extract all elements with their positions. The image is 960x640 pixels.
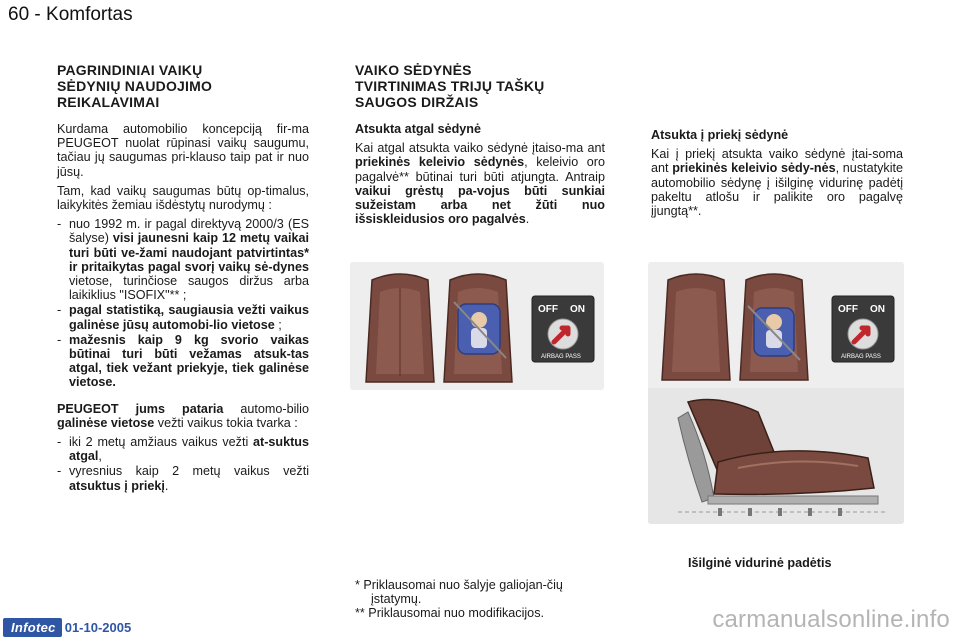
illustration-caption: Išilginė vidurinė padėtis xyxy=(688,556,832,570)
paragraph: Tam, kad vaikų saugumas būtų op-timalus, laikykitės žemiau išdėstytų nurodymų : xyxy=(57,183,309,213)
rear-facing-seat-illustration xyxy=(350,262,604,390)
footnotes xyxy=(355,578,607,621)
list-item: - iki 2 metų amžiaus vaikus vežti at-suktus atgal, xyxy=(57,435,309,463)
airbag-on-label: ON xyxy=(570,304,585,315)
paragraph: Kai atgal atsukta vaiko sėdynė įtaiso-ma ant priekinės keleivio sėdynės, keleivio oro pagalvė** būtinai turi būti atjungta. Antraip vaikui grėstų pa-vojus būti sunkiai sužeistam arba net žūti nuo išsiskleidusios oro pagalvės. xyxy=(355,141,605,227)
airbag-switch-panel xyxy=(832,296,894,362)
airbag-off-label: OFF xyxy=(838,304,858,315)
page-header: 60 - Komfortas xyxy=(8,4,133,25)
column-forward-facing xyxy=(651,128,903,223)
column-three-point-belt xyxy=(355,62,605,231)
footnote: * Priklausomai nuo šalyje galiojan-čių įstatymų. xyxy=(355,578,563,607)
footer-date: 01-10-2005 xyxy=(64,619,132,635)
rear-facing-body xyxy=(355,122,605,226)
airbag-pass-label: AIRBAG PASS xyxy=(841,354,881,360)
driver-seat-image xyxy=(366,274,434,382)
airbag-off-label: OFF xyxy=(538,304,558,315)
airbag-pass-label: AIRBAG PASS xyxy=(541,354,581,360)
subheading-rear-facing: Atsukta atgal sėdynė xyxy=(355,122,481,136)
paragraph: PEUGEOT jums pataria automo-bilio galinėse vietose vežti vaikus tokia tvarka : xyxy=(57,401,309,430)
requirements-body xyxy=(57,122,309,493)
child-seat-image xyxy=(454,302,506,358)
section-heading-belt: VAIKO SĖDYNĖS TVIRTINIMAS TRIJŲ TAŠKŲ SAUGOS DIRŽAIS xyxy=(355,62,545,110)
list-item: - mažesnis kaip 9 kg svorio vaikas būtinai turi būti vežamas atsuk-tas atgal, tiek vežant priekyje, tiek galinėse vietose. xyxy=(57,333,309,390)
footnote: ** Priklausomai nuo modifikacijos. xyxy=(355,606,544,621)
list-item: - nuo 1992 m. ir pagal direktyvą 2000/3 (ES šalyse) visi jaunesni kaip 12 metų vaikai turi būti ve-žami naudojant patvirtintas* ir pritaikytas pagal svorį vaikų sė-dynes vietose, turinčiose saugos diržus arba laikiklius "ISOFIX"** ; xyxy=(57,217,309,302)
list-item: - vyresnius kaip 2 metų vaikus vežti atsuktus į priekį. xyxy=(57,464,309,492)
seat-side-view-image xyxy=(648,388,904,524)
child-seat-image xyxy=(748,306,800,360)
airbag-on-label: ON xyxy=(870,304,885,315)
paragraph: Kurdama automobilio koncepciją fir-ma PEUGEOT nuolat rūpinasi vaikų saugumu, tačiau jų saugumas pri-klauso taip pat ir nuo jūsų. xyxy=(57,122,309,179)
forward-facing-body xyxy=(651,128,903,218)
section-heading-requirements: PAGRINDINIAI VAIKŲ SĖDYNIŲ NAUDOJIMO REIKALAVIMAI xyxy=(57,62,213,110)
requirements-list xyxy=(57,217,309,389)
forward-facing-seat-illustration xyxy=(648,262,904,524)
watermark: carmanualsonline.info xyxy=(712,606,950,633)
list-item: - pagal statistiką, saugiausia vežti vaikus galinėse jūsų automobi-lio vietose ; xyxy=(57,303,309,331)
infotec-logo: Infotec xyxy=(3,618,62,637)
column-requirements xyxy=(57,62,309,498)
subheading-forward-facing: Atsukta į priekį sėdynė xyxy=(651,128,789,142)
airbag-switch-panel xyxy=(532,296,594,362)
driver-seat-image xyxy=(662,274,730,380)
advice-list xyxy=(57,435,309,493)
footer xyxy=(3,617,131,637)
paragraph: Kai į priekį atsukta vaiko sėdynė įtai-soma ant priekinės keleivio sėdy-nės, nustatykite automobilio sėdynę į išilginę vidurinę padėtį pakeltu atlošu ir palikite oro pagalvę įjungtą**. xyxy=(651,147,904,219)
